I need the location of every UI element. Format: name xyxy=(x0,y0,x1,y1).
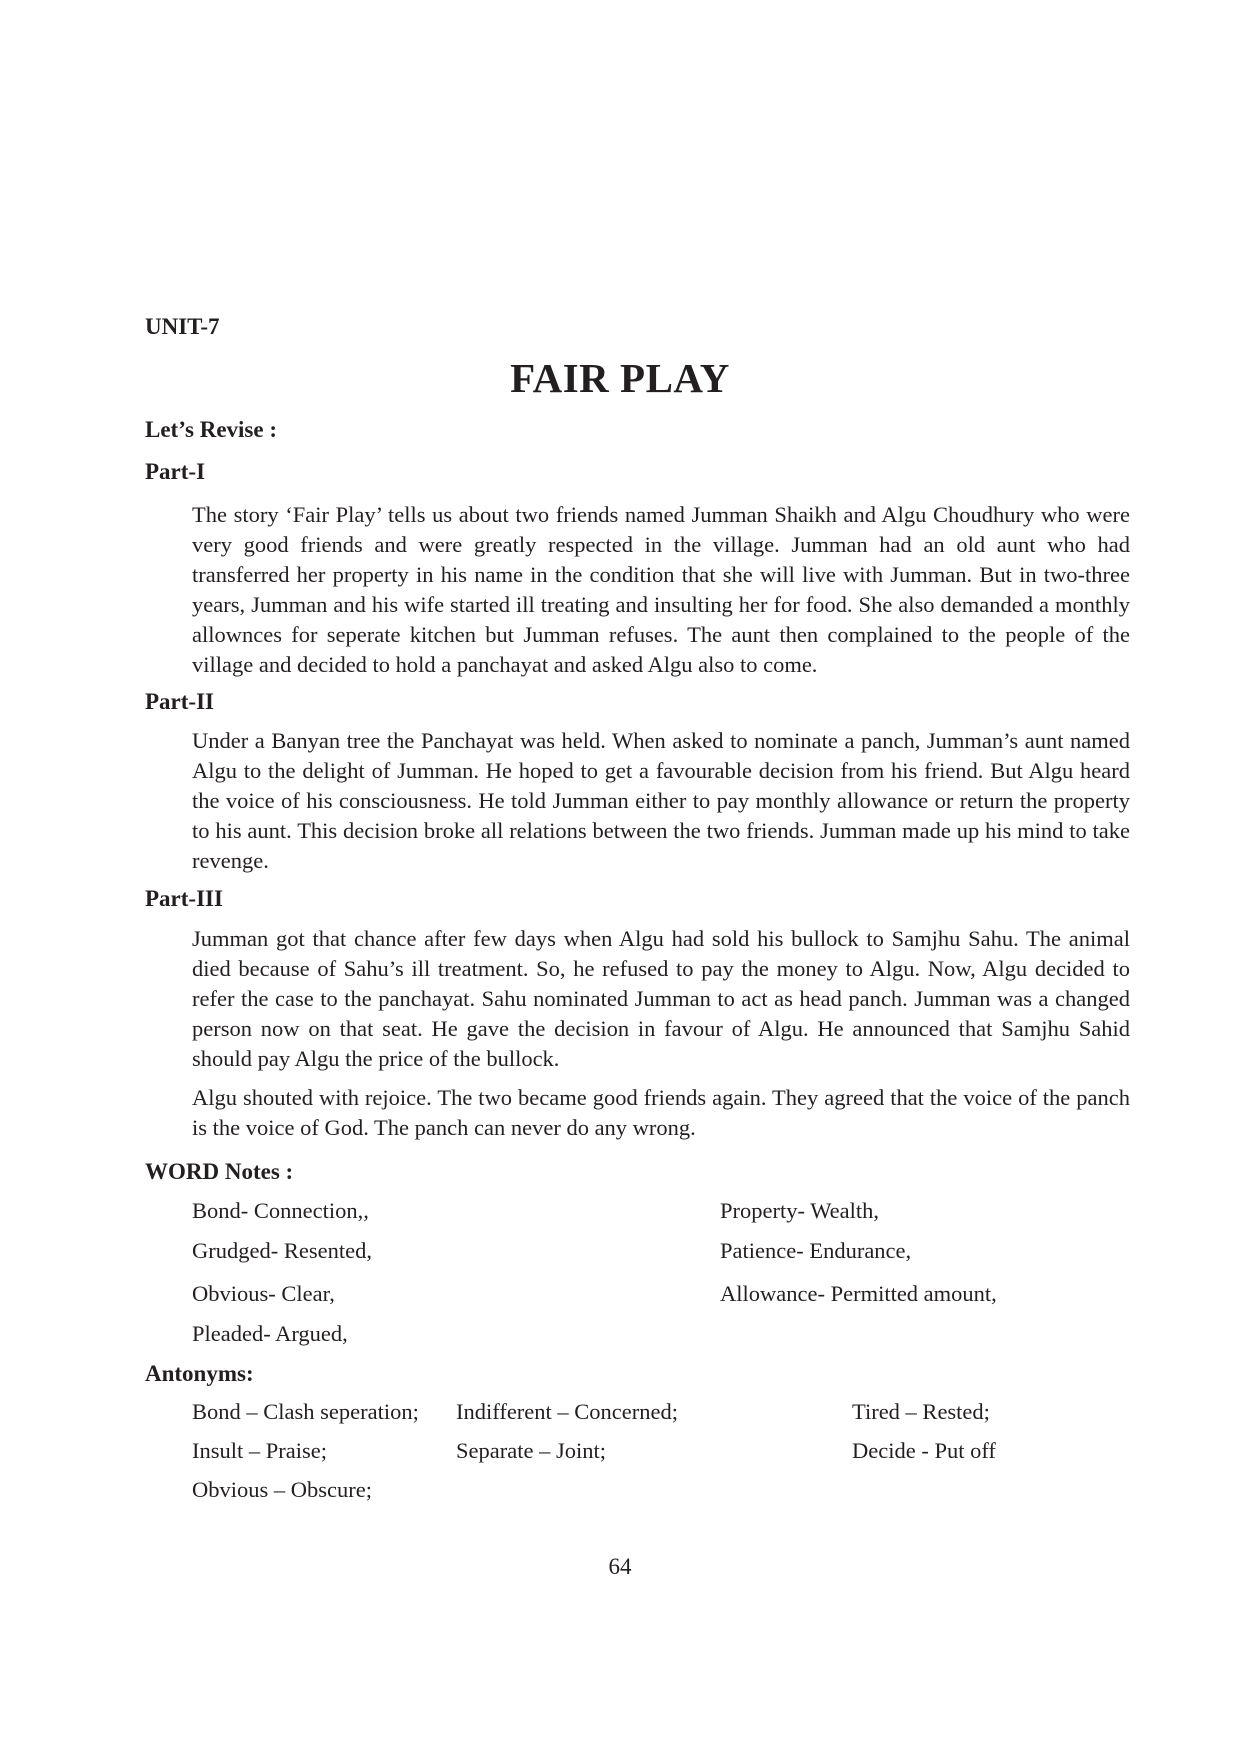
word-note-item: Property- Wealth, xyxy=(720,1198,879,1223)
antonyms-heading: Antonyms: xyxy=(145,1361,254,1386)
word-note-item: Bond- Connection,, xyxy=(192,1198,369,1223)
antonym-item: Decide - Put off xyxy=(852,1438,996,1463)
part-3-heading: Part-III xyxy=(145,886,223,911)
word-note-item: Grudged- Resented, xyxy=(192,1238,372,1263)
part-2-paragraph: Under a Banyan tree the Panchayat was held. When asked to nominate a panch, Jumman’s aunt named Algu to the delight of Jumman. He hoped to get a favourable decision from his friend. But Algu heard the voice of his consciousness. He told Jumman either to pay monthly allowance or return the property to his aunt. This decision broke all relations between the two friends. Jumman made up his mind to take revenge. xyxy=(192,728,1130,873)
part-3-paragraph: Jumman got that chance after few days when Algu had sold his bullock to Samjhu Sahu. The animal died because of Sahu’s ill treatment. So, he refused to pay the money to Algu. Now, Algu decided to refer the case to the panchayat. Sahu nominated Jumman to act as head panch. Jumman was a changed person now on that seat. He gave the decision in favour of Algu. He announced that Samjhu Sahid should pay Algu the price of the bullock. xyxy=(192,926,1130,1071)
antonym-item: Bond – Clash seperation; xyxy=(192,1399,419,1424)
word-note-item: Patience- Endurance, xyxy=(720,1238,912,1263)
word-note-item: Allowance- Permitted amount, xyxy=(720,1281,997,1306)
part-1-heading: Part-I xyxy=(145,459,206,484)
word-note-item: Pleaded- Argued, xyxy=(192,1321,348,1346)
part-2-heading: Part-II xyxy=(145,689,214,714)
page-title: FAIR PLAY xyxy=(510,355,730,401)
antonym-item: Separate – Joint; xyxy=(456,1438,606,1463)
unit-label: UNIT-7 xyxy=(145,314,220,339)
page-number: 64 xyxy=(608,1554,632,1579)
antonym-item: Indifferent – Concerned; xyxy=(456,1399,679,1424)
part-3-conclusion-paragraph: Algu shouted with rejoice. The two became good friends again. They agreed that the voice of the panch is the voice of God. The panch can never do any wrong. xyxy=(192,1085,1130,1140)
antonym-item: Tired – Rested; xyxy=(852,1399,990,1424)
word-notes-heading: WORD Notes : xyxy=(145,1159,294,1184)
part-1-paragraph: The story ‘Fair Play’ tells us about two friends named Jumman Shaikh and Algu Choudhury who were very good friends and were greatly respected in the village. Jumman had an old aunt who had transferred her property in his name in the condition that she will live with Jumman. But in two-three years, Jumman and his wife started ill treating and insulting her for food. She also demanded a monthly allownces for seperate kitchen but Jumman refuses. The aunt then complained to the people of the village and decided to hold a panchayat and asked Algu also to come. xyxy=(192,502,1130,677)
antonym-item: Obvious – Obscure; xyxy=(192,1477,372,1502)
word-note-item: Obvious- Clear, xyxy=(192,1281,335,1306)
revise-heading: Let’s Revise : xyxy=(145,417,277,442)
antonym-item: Insult – Praise; xyxy=(192,1438,327,1463)
